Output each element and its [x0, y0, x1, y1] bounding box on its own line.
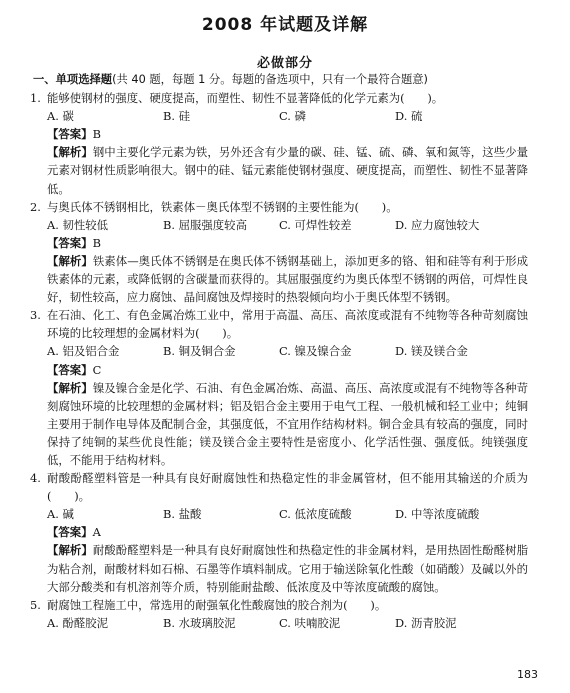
question-1-options	[30, 107, 528, 125]
question-1	[30, 89, 528, 107]
answer-tag: 【答案】	[47, 525, 93, 540]
question-3	[30, 306, 528, 342]
question-number: 1.	[30, 91, 41, 106]
analysis-text: 钢中主要化学元素为铁，另外还含有少量的碳、硅、锰、硫、磷、氧和氮等，这些少量元素对钢材性质影响很大。钢中的硅、锰元素能使钢材强度、硬度提高，而塑性、韧性不显著降低。	[47, 145, 528, 196]
option-c: C. 镍及镍合金	[279, 344, 352, 359]
question-2-analysis	[30, 252, 528, 306]
option-c: C. 磷	[279, 109, 306, 124]
option-b: B. 盐酸	[163, 507, 202, 522]
question-2-options	[30, 216, 528, 234]
analysis-tag: 【解析】	[47, 543, 93, 558]
option-a: A. 碳	[47, 109, 74, 124]
option-b: B. 铜及铜合金	[163, 344, 236, 359]
question-4	[30, 469, 528, 505]
question-text: 能够使钢材的强度、硬度提高，而塑性、韧性不显著降低的化学元素为( )。	[47, 91, 444, 106]
question-3-answer	[30, 361, 528, 379]
analysis-text: 铁素体—奥氏体不锈钢是在奥氏体不锈钢基础上，添加更多的铬、钼和硅等有利于形成铁素体的元素，或降低钢的含碳量而获得的。其屈服强度约为奥氏体型不锈钢的两倍，可焊性良好，韧性较高，应力腐蚀、晶间腐蚀及焊接时的热裂倾向均小于奥氏体型不锈钢。	[47, 253, 528, 305]
option-d: D. 硫	[395, 109, 423, 124]
option-c: C. 可焊性较差	[279, 217, 352, 232]
option-a: A. 碱	[47, 507, 74, 522]
question-text: 与奥氏体不锈钢相比，铁素体－奥氏体型不锈钢的主要性能为( )。	[47, 199, 398, 214]
section-heading-note: (共 40 题，每题 1 分。每题的备选项中，只有一个最符合题意)	[112, 73, 428, 86]
answer-tag: 【答案】	[47, 235, 93, 250]
page-number: 183	[517, 668, 538, 681]
section-subtitle: 必做部分	[256, 56, 313, 71]
question-number: 4.	[30, 471, 41, 486]
question-text: 在石油、化工、有色金属冶炼工业中，常用于高温、高压、高浓度或混有不纯物等各种苛刻腐蚀环境的比较理想的金属材料为( )。	[47, 308, 528, 341]
question-3-analysis	[30, 379, 528, 469]
option-d: D. 沥青胶泥	[395, 615, 457, 630]
option-d: D. 中等浓度硫酸	[395, 507, 480, 522]
option-b: B. 水玻璃胶泥	[163, 615, 236, 630]
question-number: 5.	[30, 597, 41, 612]
question-text: 耐腐蚀工程施工中，常选用的耐强氧化性酸腐蚀的胶合剂为( )。	[47, 597, 387, 612]
answer-value: A	[92, 525, 101, 540]
question-5	[30, 596, 528, 614]
option-b: B. 屈服强度较高	[163, 217, 247, 232]
question-2-answer	[30, 234, 528, 252]
option-a: A. 铝及铝合金	[47, 344, 120, 359]
section-heading	[33, 71, 528, 89]
answer-tag: 【答案】	[47, 127, 93, 142]
option-c: C. 呋喃胶泥	[279, 615, 341, 630]
analysis-text: 耐酸酚醛塑料是一种具有良好耐腐蚀性和热稳定性的非金属材料，是用热固性酚醛树脂为粘合剂，耐酸材料如石棉、石墨等作填料制成。它用于输送除氧化性酸（如硝酸）及碱以外的大部分酸类和有机溶剂等介质，特别能耐盐酸、低浓度及中等浓度硫酸的腐蚀。	[47, 543, 528, 594]
question-4-answer	[30, 523, 528, 541]
question-1-answer	[30, 125, 528, 143]
answer-value: C	[92, 362, 102, 377]
analysis-tag: 【解析】	[47, 253, 93, 268]
question-1-analysis	[30, 143, 528, 197]
question-number: 3.	[30, 308, 41, 323]
question-4-options	[30, 505, 528, 523]
page-title: 2008 年试题及详解	[201, 15, 369, 35]
option-b: B. 硅	[163, 109, 191, 124]
question-4-analysis	[30, 541, 528, 595]
question-2	[30, 198, 528, 216]
question-number: 2.	[30, 199, 41, 214]
section-heading-label: 一、单项选择题	[33, 73, 113, 86]
question-3-options	[30, 342, 528, 360]
option-a: A. 韧性较低	[47, 217, 109, 232]
analysis-tag: 【解析】	[47, 145, 93, 160]
option-c: C. 低浓度硫酸	[279, 507, 352, 522]
analysis-tag: 【解析】	[47, 380, 93, 395]
question-content	[30, 71, 528, 632]
analysis-text: 镍及镍合金是化学、石油、有色金属冶炼、高温、高压、高浓度或混有不纯物等各种苛刻腐蚀环境的比较理想的金属材料；铝及铝合金主要用于电气工程、一般机械和轻工业中；纯铜主要用于制作电导体及配制合金，其强度低，不宜用作结构材料。铜合金具有较高的强度，同时保持了纯铜的某些优良性能；镁及镁合金主要特性是密度小、化学活性强、强度低。纯镁强度低，不能用于结构材料。	[47, 380, 528, 467]
option-a: A. 酚醛胶泥	[47, 615, 109, 630]
answer-value: B	[92, 127, 101, 142]
answer-value: B	[92, 235, 101, 250]
answer-tag: 【答案】	[47, 362, 93, 377]
question-5-options	[30, 614, 528, 632]
question-text: 耐酸酚醛塑料管是一种具有良好耐腐蚀性和热稳定性的非金属管材，但不能用其输送的介质为( )。	[47, 471, 528, 504]
option-d: D. 应力腐蚀较大	[395, 217, 480, 232]
option-d: D. 镁及镁合金	[395, 344, 468, 359]
